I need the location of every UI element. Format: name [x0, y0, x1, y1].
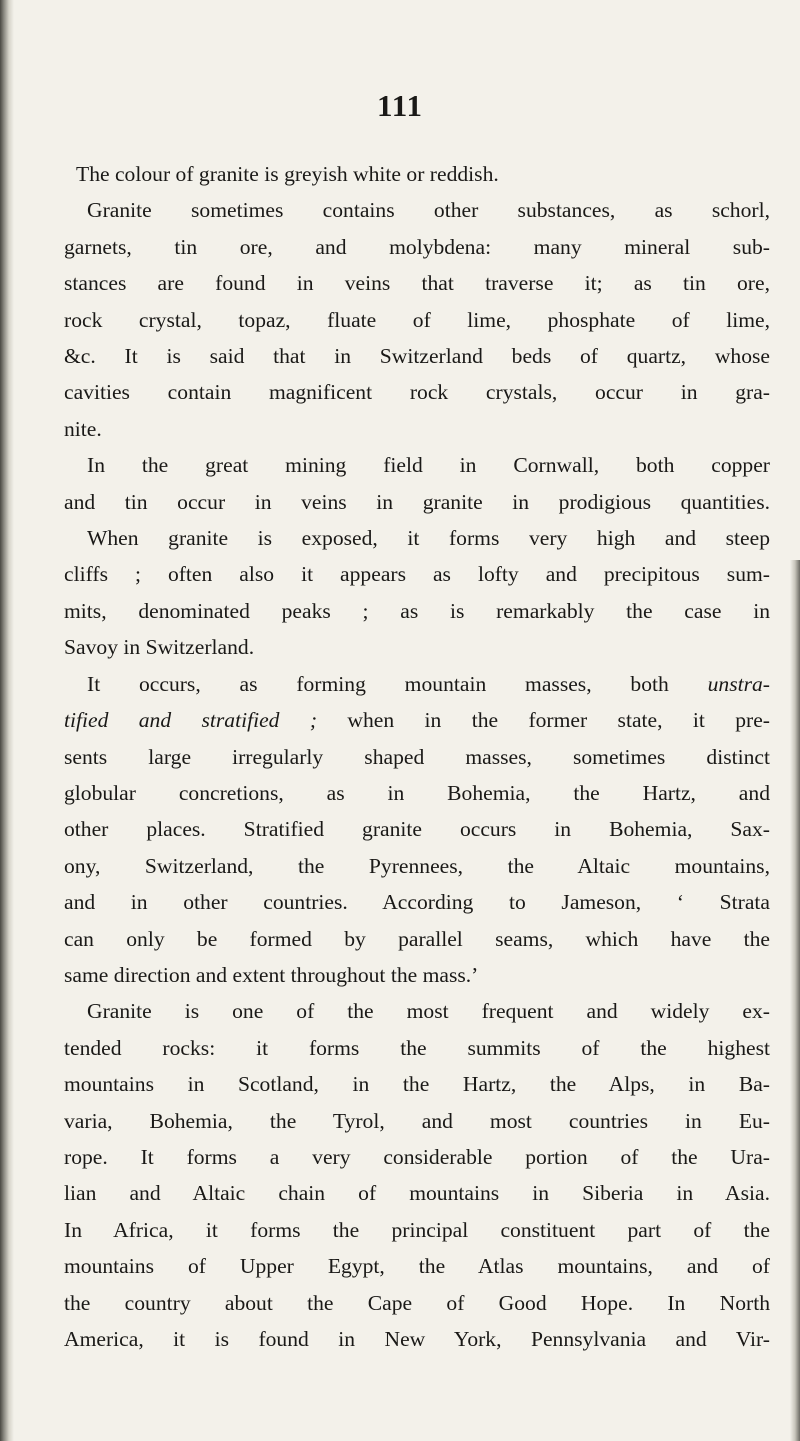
text-line: other places. Stratified granite occurs in Bohemia, Sax-: [64, 817, 770, 842]
text-run: when in the former state, it pre-: [347, 708, 771, 733]
text-line: and in other countries. According to Jameson, ‘ Strata: [64, 890, 770, 915]
text-line: &c. It is said that in Switzerland beds of quartz, whose: [64, 344, 770, 369]
italic-text: tified and stratified ;: [64, 708, 318, 733]
text-line: Savoy in Switzerland.: [64, 635, 255, 660]
text-line: stances are found in veins that traverse it; as tin ore,: [64, 271, 770, 296]
page-number: 111: [376, 88, 424, 123]
text-line: rope. It forms a very considerable portion of the Ura-: [64, 1144, 770, 1169]
text-line: mits, denominated peaks ; as is remarkably the case in: [64, 598, 770, 623]
text-line: In Africa, it forms the principal constituent part of the: [64, 1217, 770, 1242]
page-edge-shadow-left: [0, 0, 14, 1441]
text-line: rock crystal, topaz, fluate of lime, phosphate of lime,: [64, 307, 770, 332]
text-line: lian and Altaic chain of mountains in Siberia in Asia.: [64, 1181, 770, 1206]
text-line: garnets, tin ore, and molybdena: many mineral sub-: [64, 234, 770, 259]
page-edge-shadow-right: [790, 560, 800, 1441]
text-line: can only be formed by parallel seams, which have the: [64, 926, 770, 951]
text-line: and tin occur in veins in granite in prodigious quantities.: [64, 489, 770, 514]
text-line: ony, Switzerland, the Pyrennees, the Altaic mountains,: [64, 853, 770, 878]
text-line: The colour of granite is greyish white or reddish.: [76, 162, 499, 186]
text-line: [64, 702, 770, 738]
text-line: globular concretions, as in Bohemia, the Hartz, and: [64, 780, 770, 805]
text-line: America, it is found in New York, Pennsylvania and Vir-: [64, 1327, 770, 1351]
text-line: varia, Bohemia, the Tyrol, and most countries in Eu-: [64, 1108, 770, 1133]
body-text: [64, 156, 770, 1357]
text-line: mountains of Upper Egypt, the Atlas mountains, and of: [64, 1254, 770, 1279]
text-line: In the great mining field in Cornwall, both copper: [87, 453, 770, 478]
text-line: the country about the Cape of Good Hope. In North: [64, 1290, 770, 1315]
text-line: cavities contain magnificent rock crystals, occur in gra-: [64, 380, 770, 405]
italic-text: unstra-: [707, 671, 770, 696]
text-line: tended rocks: it forms the summits of the highest: [64, 1035, 770, 1060]
text-line: Granite sometimes contains other substances, as schorl,: [87, 198, 770, 223]
text-line: [64, 666, 770, 702]
text-line: Granite is one of the most frequent and widely ex-: [87, 999, 770, 1024]
text-line: When granite is exposed, it forms very high and steep: [87, 526, 770, 551]
text-line: same direction and extent throughout the mass.’: [64, 962, 479, 987]
text-line: nite.: [64, 416, 102, 441]
text-line: cliffs ; often also it appears as lofty and precipitous sum-: [64, 562, 770, 587]
text-line: sents large irregularly shaped masses, sometimes distinct: [64, 744, 770, 769]
text-line: mountains in Scotland, in the Hartz, the Alps, in Ba-: [64, 1072, 770, 1097]
text-run: It occurs, as forming mountain masses, both: [87, 671, 669, 696]
